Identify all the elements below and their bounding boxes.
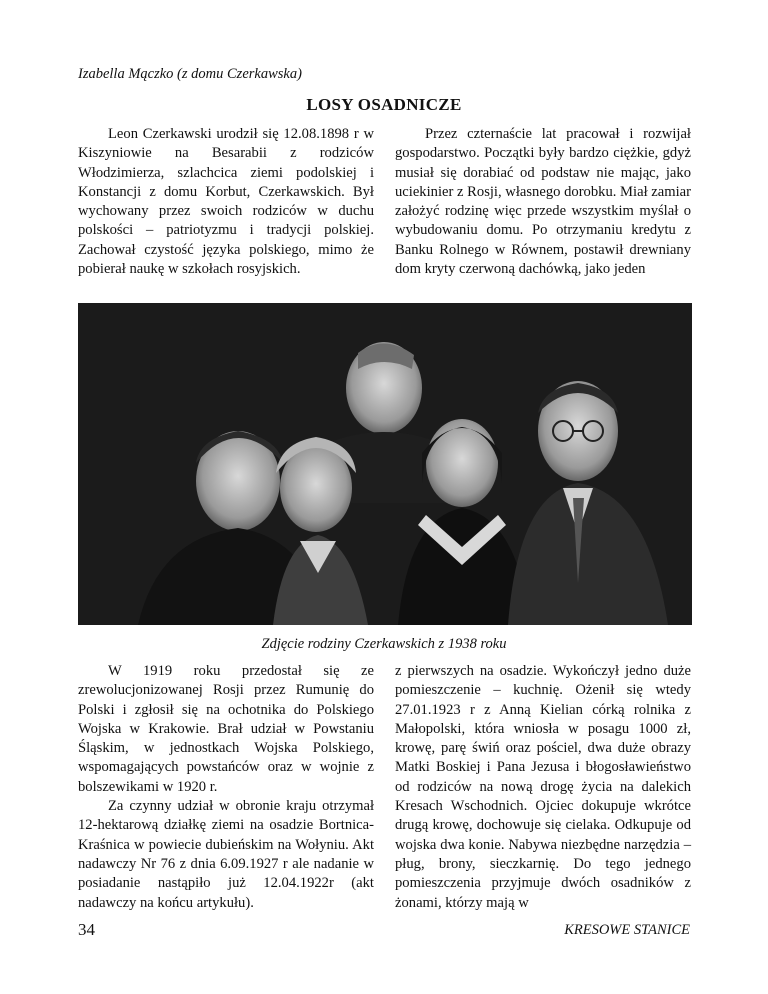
- journal-title: KRESOWE STANICE: [564, 922, 690, 938]
- photo-caption: Zdjęcie rodziny Czerkawskich z 1938 roku: [261, 636, 507, 652]
- family-photo: [78, 303, 692, 625]
- paragraph: Przez czternaście lat pracował i rozwijał gospodarstwo. Początki były bardzo ciężkie, gdyż musiał się dorabiać od podstaw nie mając, jako uciekinier z Rosji, własnego dorobku. Miał zamiar założyć rodzinę więc przede wszystkim myślał o wybudowaniu domu. Po otrzymaniu kredytu z Banku Rolnego w Równem, postawił drewniany dom kryty czerwoną dachówką, jako jeden: [395, 126, 691, 278]
- paragraph: z pierwszych na osadzie. Wykończył jedno duże pomieszczenie – kuchnię. Ożenił się wtedy 27.01.1923 r z Anną Kielian córką rolnika z Małopolski, która wniosła w posagu 1000 zł, krowę, parę świń oraz pościel, dwa duże obrazy Matki Boskiej i Pana Jezusa i błogosławieństwo od rodziców na nową drogę życia na dalekich Kresach Wschodnich. Ojciec dokupuje wkrótce drugą krowę, dochowuje się cielaka. Odkupuje od wojska dwa konie. Nabywa niezbędne narzędzia – pług, brony, sieczkarnię. Do tego jednego pomieszczenia przyjmuje dwóch osadników z żonami, którzy mają w: [395, 663, 691, 911]
- column-bottom-right: [395, 662, 691, 913]
- paragraph: Leon Czerkawski urodził się 12.08.1898 r w Kiszyniowie na Besarabii z rodziców Włodzimierza, szlachcica ziemi podolskiej i Konstancji z domu Korbut, Czerkawskich. Był wychowany przez swoich rodziców w duchu polskości – patriotyzmu i tradycji polskiej. Zachował czystość języka polskiego, mimo że pobierał naukę w szkołach rosyjskich.: [78, 126, 374, 278]
- article-title: LOSY OSADNICZE: [306, 95, 462, 114]
- paragraph: W 1919 roku przedostał się ze zrewolucjonizowanej Rosji przez Rumunię do Polski i zgłosił się na ochotnika do Polskiego Wojska w Krakowie. Brał udział w Powstaniu Śląskim, w jednostkach Wojska Polskiego, wspomagających powstańców oraz w wojnie z bolszewikami w 1920 r.: [78, 663, 374, 795]
- author-line: Izabella Mączko (z domu Czerkawska): [78, 66, 302, 82]
- page-number: 34: [78, 920, 95, 939]
- column-top-right: [395, 125, 691, 279]
- column-top-left: [78, 125, 374, 279]
- column-bottom-left: [78, 662, 374, 913]
- paragraph: Za czynny udział w obronie kraju otrzymał 12-hektarową działkę ziemi na osadzie Bortnica-Kraśnica w powiecie dubieńskim na Wołyniu. Akt nadawczy Nr 76 z dnia 6.09.1927 r ale nadanie w posiadanie nastąpiło już 12.04.1922r (akt nadawczy na końcu artykułu).: [78, 798, 374, 911]
